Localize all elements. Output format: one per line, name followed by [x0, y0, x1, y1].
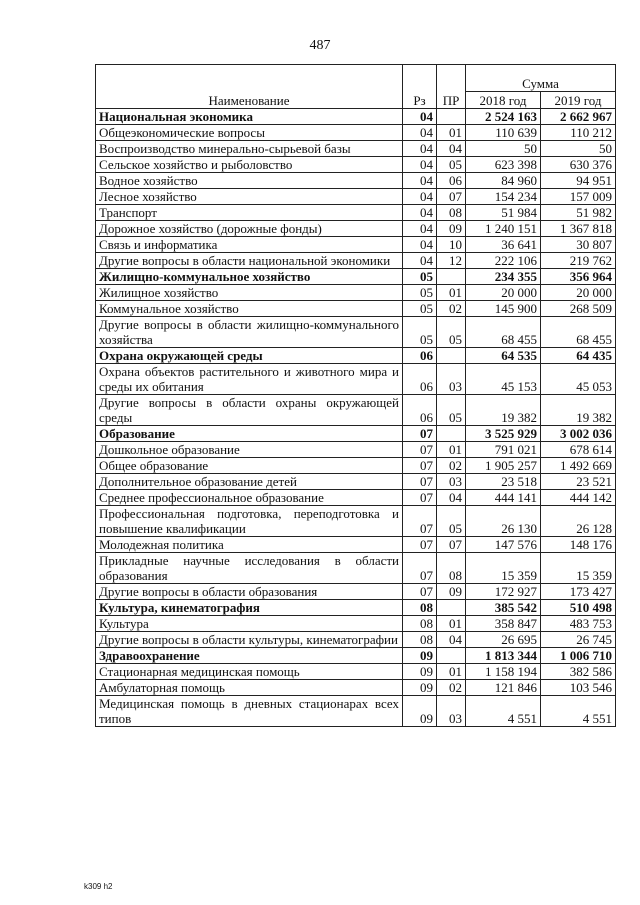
row-value-2018: 19 382: [466, 395, 541, 426]
row-value-2019: 148 176: [541, 537, 616, 553]
row-rz: 08: [403, 600, 437, 616]
row-name: Стационарная медицинская помощь: [96, 664, 403, 680]
row-name: Охрана окружающей среды: [96, 348, 403, 364]
row-pr: [437, 648, 466, 664]
row-value-2018: 45 153: [466, 364, 541, 395]
row-value-2018: 51 984: [466, 205, 541, 221]
row-value-2019: 45 053: [541, 364, 616, 395]
table-row: [96, 285, 616, 301]
row-value-2019: 51 982: [541, 205, 616, 221]
row-value-2018: 1 905 257: [466, 458, 541, 474]
budget-table: [95, 64, 616, 727]
row-pr: 06: [437, 173, 466, 189]
row-rz: 09: [403, 648, 437, 664]
row-value-2018: 623 398: [466, 157, 541, 173]
table-row: [96, 490, 616, 506]
row-pr: 02: [437, 301, 466, 317]
row-value-2019: 26 128: [541, 506, 616, 537]
row-pr: 05: [437, 506, 466, 537]
table-row: [96, 506, 616, 537]
row-value-2019: 2 662 967: [541, 109, 616, 125]
row-value-2018: 154 234: [466, 189, 541, 205]
row-rz: 04: [403, 157, 437, 173]
row-value-2019: 1 367 818: [541, 221, 616, 237]
row-name: Водное хозяйство: [96, 173, 403, 189]
row-value-2018: 15 359: [466, 553, 541, 584]
table-row: [96, 125, 616, 141]
row-value-2018: 385 542: [466, 600, 541, 616]
row-name: Общее образование: [96, 458, 403, 474]
header-pr: ПР: [437, 65, 466, 109]
table-row: [96, 301, 616, 317]
row-rz: 04: [403, 141, 437, 157]
row-rz: 04: [403, 173, 437, 189]
section-row: [96, 109, 616, 125]
row-pr: 01: [437, 285, 466, 301]
header-name: Наименование: [96, 65, 403, 109]
row-value-2019: 68 455: [541, 317, 616, 348]
row-pr: 12: [437, 253, 466, 269]
row-pr: 10: [437, 237, 466, 253]
table-row: [96, 616, 616, 632]
row-pr: 01: [437, 664, 466, 680]
page-number: 487: [309, 38, 331, 53]
row-value-2019: 20 000: [541, 285, 616, 301]
row-name: Среднее профессиональное образование: [96, 490, 403, 506]
table-row: [96, 157, 616, 173]
row-pr: [437, 109, 466, 125]
row-name: Другие вопросы в области жилищно-коммунального хозяйства: [96, 317, 403, 348]
row-pr: 01: [437, 442, 466, 458]
table-row: [96, 537, 616, 553]
table-row: [96, 474, 616, 490]
row-value-2018: 36 641: [466, 237, 541, 253]
row-rz: 06: [403, 348, 437, 364]
row-name: Профессиональная подготовка, переподготовка и повышение квалификации: [96, 506, 403, 537]
row-rz: 04: [403, 109, 437, 125]
row-value-2018: 3 525 929: [466, 426, 541, 442]
row-rz: 07: [403, 474, 437, 490]
row-rz: 07: [403, 442, 437, 458]
row-pr: 03: [437, 696, 466, 727]
row-pr: [437, 348, 466, 364]
footer-code: k309 h2: [84, 882, 113, 891]
row-name: Лесное хозяйство: [96, 189, 403, 205]
row-name: Другие вопросы в области национальной экономики: [96, 253, 403, 269]
row-name: Сельское хозяйство и рыболовство: [96, 157, 403, 173]
row-rz: 04: [403, 189, 437, 205]
row-rz: 07: [403, 584, 437, 600]
row-rz: 07: [403, 537, 437, 553]
table-row: [96, 680, 616, 696]
row-pr: 05: [437, 395, 466, 426]
row-name: Воспроизводство минерально-сырьевой базы: [96, 141, 403, 157]
row-rz: 05: [403, 285, 437, 301]
row-name: Жилищное хозяйство: [96, 285, 403, 301]
row-value-2019: 3 002 036: [541, 426, 616, 442]
row-rz: 08: [403, 632, 437, 648]
row-rz: 05: [403, 301, 437, 317]
row-value-2019: 219 762: [541, 253, 616, 269]
row-rz: 07: [403, 553, 437, 584]
table-row: [96, 553, 616, 584]
row-value-2019: 50: [541, 141, 616, 157]
section-row: [96, 348, 616, 364]
row-pr: 08: [437, 205, 466, 221]
section-row: [96, 648, 616, 664]
row-pr: 04: [437, 490, 466, 506]
row-rz: 06: [403, 364, 437, 395]
row-value-2019: 1 006 710: [541, 648, 616, 664]
row-name: Прикладные научные исследования в области образования: [96, 553, 403, 584]
row-value-2018: 121 846: [466, 680, 541, 696]
row-name: Транспорт: [96, 205, 403, 221]
table-row: [96, 632, 616, 648]
section-row: [96, 269, 616, 285]
row-value-2018: 358 847: [466, 616, 541, 632]
row-value-2019: 1 492 669: [541, 458, 616, 474]
row-value-2018: 23 518: [466, 474, 541, 490]
row-pr: 01: [437, 125, 466, 141]
table-header: [96, 65, 616, 109]
row-pr: 03: [437, 474, 466, 490]
row-name: Общеэкономические вопросы: [96, 125, 403, 141]
row-value-2018: 20 000: [466, 285, 541, 301]
table-row: [96, 696, 616, 727]
row-pr: [437, 269, 466, 285]
row-name: Образование: [96, 426, 403, 442]
row-pr: 01: [437, 616, 466, 632]
row-name: Дополнительное образование детей: [96, 474, 403, 490]
row-name: Связь и информатика: [96, 237, 403, 253]
row-value-2018: 84 960: [466, 173, 541, 189]
table-body: [96, 109, 616, 727]
section-row: [96, 426, 616, 442]
row-name: Дорожное хозяйство (дорожные фонды): [96, 221, 403, 237]
row-value-2018: 172 927: [466, 584, 541, 600]
row-pr: 07: [437, 537, 466, 553]
row-name: Дошкольное образование: [96, 442, 403, 458]
row-name: Здравоохранение: [96, 648, 403, 664]
row-value-2019: 630 376: [541, 157, 616, 173]
row-value-2019: 268 509: [541, 301, 616, 317]
table-row: [96, 205, 616, 221]
header-year-2019: 2019 год: [541, 92, 616, 109]
row-value-2018: 2 524 163: [466, 109, 541, 125]
row-value-2019: 4 551: [541, 696, 616, 727]
row-rz: 04: [403, 125, 437, 141]
row-value-2018: 222 106: [466, 253, 541, 269]
row-name: Культура, кинематография: [96, 600, 403, 616]
row-value-2019: 382 586: [541, 664, 616, 680]
row-name: Жилищно-коммунальное хозяйство: [96, 269, 403, 285]
row-value-2019: 26 745: [541, 632, 616, 648]
row-rz: 09: [403, 680, 437, 696]
section-row: [96, 600, 616, 616]
row-value-2019: 19 382: [541, 395, 616, 426]
header-rz: Рз: [403, 65, 437, 109]
header-sum: Сумма: [466, 65, 616, 92]
table-row: [96, 442, 616, 458]
row-pr: [437, 426, 466, 442]
row-pr: 02: [437, 458, 466, 474]
row-value-2019: 157 009: [541, 189, 616, 205]
row-value-2019: 30 807: [541, 237, 616, 253]
table-row: [96, 141, 616, 157]
row-value-2018: 68 455: [466, 317, 541, 348]
row-value-2019: 483 753: [541, 616, 616, 632]
table-row: [96, 237, 616, 253]
row-name: Медицинская помощь в дневных стационарах всех типов: [96, 696, 403, 727]
row-rz: 04: [403, 253, 437, 269]
row-name: Молодежная политика: [96, 537, 403, 553]
table-row: [96, 395, 616, 426]
table-row: [96, 584, 616, 600]
table-row: [96, 364, 616, 395]
row-name: Другие вопросы в области культуры, кинематографии: [96, 632, 403, 648]
row-value-2018: 444 141: [466, 490, 541, 506]
row-name: Охрана объектов растительного и животного мира и среды их обитания: [96, 364, 403, 395]
row-pr: 08: [437, 553, 466, 584]
row-rz: 07: [403, 506, 437, 537]
row-name: Культура: [96, 616, 403, 632]
table-row: [96, 173, 616, 189]
row-rz: 08: [403, 616, 437, 632]
row-value-2019: 356 964: [541, 269, 616, 285]
table-row: [96, 664, 616, 680]
row-value-2019: 94 951: [541, 173, 616, 189]
row-rz: 05: [403, 317, 437, 348]
row-value-2018: 791 021: [466, 442, 541, 458]
row-value-2018: 64 535: [466, 348, 541, 364]
row-name: Амбулаторная помощь: [96, 680, 403, 696]
row-name: Другие вопросы в области образования: [96, 584, 403, 600]
row-pr: 04: [437, 141, 466, 157]
row-pr: 03: [437, 364, 466, 395]
row-rz: 09: [403, 664, 437, 680]
row-value-2019: 110 212: [541, 125, 616, 141]
table-row: [96, 221, 616, 237]
row-rz: 07: [403, 426, 437, 442]
row-value-2019: 444 142: [541, 490, 616, 506]
row-name: Другие вопросы в области охраны окружающей среды: [96, 395, 403, 426]
row-value-2018: 1 158 194: [466, 664, 541, 680]
row-value-2018: 1 240 151: [466, 221, 541, 237]
row-value-2019: 103 546: [541, 680, 616, 696]
row-value-2018: 26 695: [466, 632, 541, 648]
table-row: [96, 253, 616, 269]
row-name: Национальная экономика: [96, 109, 403, 125]
row-value-2018: 147 576: [466, 537, 541, 553]
row-value-2019: 678 614: [541, 442, 616, 458]
row-rz: 09: [403, 696, 437, 727]
row-rz: 04: [403, 237, 437, 253]
row-pr: 05: [437, 317, 466, 348]
row-pr: 04: [437, 632, 466, 648]
row-rz: 05: [403, 269, 437, 285]
row-rz: 07: [403, 458, 437, 474]
row-pr: [437, 600, 466, 616]
row-pr: 02: [437, 680, 466, 696]
row-value-2019: 173 427: [541, 584, 616, 600]
row-pr: 09: [437, 584, 466, 600]
row-rz: 04: [403, 205, 437, 221]
row-value-2018: 50: [466, 141, 541, 157]
table-row: [96, 317, 616, 348]
row-value-2018: 26 130: [466, 506, 541, 537]
row-value-2019: 510 498: [541, 600, 616, 616]
row-pr: 07: [437, 189, 466, 205]
row-name: Коммунальное хозяйство: [96, 301, 403, 317]
row-value-2018: 145 900: [466, 301, 541, 317]
row-value-2018: 110 639: [466, 125, 541, 141]
row-value-2019: 15 359: [541, 553, 616, 584]
table-row: [96, 458, 616, 474]
header-year-2018: 2018 год: [466, 92, 541, 109]
row-value-2019: 64 435: [541, 348, 616, 364]
row-rz: 07: [403, 490, 437, 506]
row-pr: 09: [437, 221, 466, 237]
row-value-2018: 234 355: [466, 269, 541, 285]
row-rz: 06: [403, 395, 437, 426]
table-row: [96, 189, 616, 205]
row-value-2019: 23 521: [541, 474, 616, 490]
row-value-2018: 1 813 344: [466, 648, 541, 664]
row-rz: 04: [403, 221, 437, 237]
row-value-2018: 4 551: [466, 696, 541, 727]
row-pr: 05: [437, 157, 466, 173]
